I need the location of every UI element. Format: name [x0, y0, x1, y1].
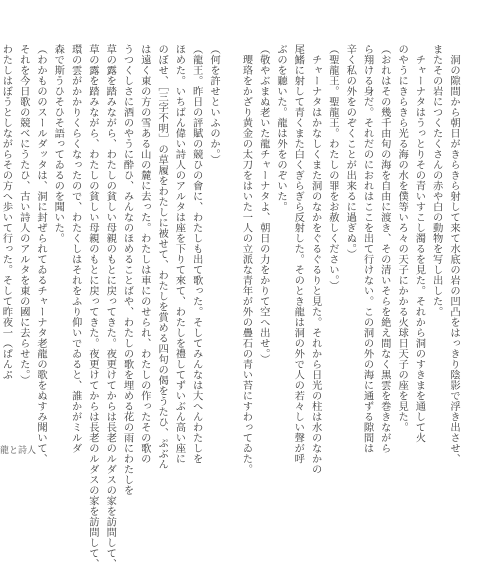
text-line: （龍王。昨日の評賦の競ひの會に、わたしも出て歌った。そしてみんなは大へんわたしを: [190, 44, 203, 464]
text-line: うつくしさに酒のやうに酔ひ、みんなのほめることばや、わたしの歌を埋める花の雨にわたしを: [121, 44, 134, 496]
text-line: （聖龍王。聖龍王。わたしの罪をお赦しください。）: [326, 44, 339, 291]
text-line: 草の露を踏みながら、わたしの貧しい母親のもとに戻ってきた。夜更けてからは長老のルダスの家を訪問して、: [104, 44, 117, 569]
text-line: のぼせ、［三字不明］の草履をわたしに被せて、わたしを賞める四句の偈をうたひ、ぷぶん: [156, 44, 169, 470]
text-line: のやうにきらきら光る海の水を僕等いろ々の天子にかかる火球日天子の座を見た。: [396, 44, 409, 433]
text-line: ら翔ける身だ。それだのにおれはここを出て行けない。この洞の外の海に通ずる隙間は: [361, 44, 374, 454]
text-line: チャーナタはかなしくまた洞のなかをぐるぐるりと見た。それから日光の柱は水のなかの: [309, 44, 322, 475]
text-line: は遠く東の方の雪ある山の麓に去った。わたしは車にのせられ、わたしの作ったその歌の: [138, 44, 151, 464]
text-line: チャーナタはうっとりその青いすこし濁るを見た。それから洞のすきまを通して火: [413, 44, 426, 443]
text-line: またその岩につくたくさんの赤や白の動物を写し出した。: [430, 44, 443, 317]
text-line: （わかもののスールダッタは、洞に封ぜられてゐるチャーナタ老龍の歌をぬすみ聞いて、: [35, 44, 48, 464]
text-line: 環の雲がかかりくらくなったので、わたくしはそれをふり仰いでゐると、誰かがミルダ: [69, 44, 82, 454]
text-line: （おれはその幾千由旬の海を自由に渡き、その清いそらを絶え間なく黒雲を巻きながら: [378, 44, 391, 454]
text-line: わたしはぼうとしながらその方へ歩いて行った。そして昨夜一（ぱんぷ: [0, 44, 13, 380]
text-line: 瓔珞をかざり黄金の太刀をはいた一人の立派な青年が外の疊石の青い苔にすわってゐた。: [240, 44, 253, 475]
text-line: 草の露を踏みながら、わたしの貧しい母親のもとに戻ってきた。夜更けてからは長老のルダスの家を訪問して、: [86, 44, 99, 569]
text-line: 辛く私の外をのぞくことが出来るに過ぎぬ。）: [344, 44, 357, 260]
text-line: ぶのを聽いた。龍は外をのぞいた。: [275, 44, 288, 212]
text-line: ほめた。いちばん偉い詩人のアルタは座を下りて來て、わたしを禮してずいぶん高い座に: [173, 44, 186, 464]
text-line: それを今日歌の競べにうたひ、古い詩人のアルタを東の國に去らせた。）: [17, 44, 30, 386]
text-line: （敬やぶまぬ老いた龍チャーナタよ、朝日の力をかりて空へ出せ。）: [257, 44, 270, 365]
right-page-text: [240, 44, 462, 475]
running-head: 龍と詩人: [0, 446, 37, 456]
text-line: 洞の隙間から朝日がきらきら射して来て水底の岩の凹凸をはっきり陰影で浮き出させ、: [448, 44, 460, 464]
text-line: 森で斯うひそひそ語ってゐるのを聞いた。: [52, 44, 65, 244]
text-line: 尾鰭に射して青くまた白くぎらぎら反射した。そのとき龍は洞の外で人の若々しい聲が呼: [292, 44, 305, 464]
text-line: （何を許せといふのか。）: [208, 44, 220, 165]
